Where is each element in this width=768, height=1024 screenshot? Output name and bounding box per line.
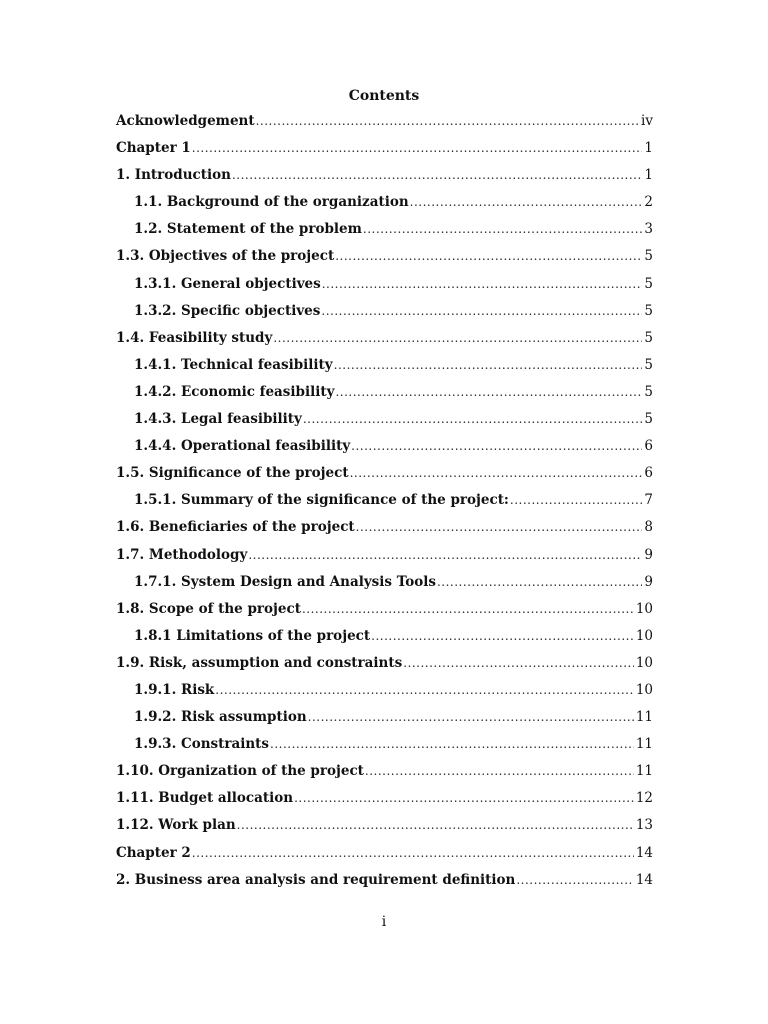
toc-dot-leader: [410, 195, 643, 209]
toc-entry[interactable]: [116, 601, 653, 628]
toc-entry[interactable]: [116, 330, 653, 357]
toc-dot-leader: [351, 439, 642, 453]
toc-entry-title: 1.4.2. Economic feasibility: [134, 383, 335, 400]
toc-dot-leader: [192, 141, 643, 155]
toc-dot-leader: [334, 358, 643, 372]
toc-dot-leader: [516, 873, 633, 887]
toc-entry[interactable]: [116, 465, 653, 492]
toc-entry[interactable]: [116, 519, 653, 546]
toc-entry-page: 9: [644, 546, 653, 563]
toc-entry-title: 1.11. Budget allocation: [116, 790, 294, 807]
toc-entry-page: 10: [635, 654, 653, 671]
toc-entry-title: 1.8. Scope of the project: [116, 600, 301, 617]
toc-dot-leader: [321, 304, 642, 318]
toc-entry-title: 1. Introduction: [116, 167, 231, 184]
toc-entry-title: Acknowledgement: [116, 113, 255, 129]
toc-entry-title: 1.8.1 Limitations of the project: [134, 627, 371, 644]
toc-entry[interactable]: [116, 438, 653, 465]
toc-entry-page: 5: [644, 356, 653, 373]
toc-entry-title: Chapter 2: [116, 844, 191, 861]
toc-entry[interactable]: [116, 547, 653, 574]
toc-entry[interactable]: [116, 303, 653, 330]
toc-dot-leader: [356, 520, 643, 534]
toc-entry-title: Chapter 1: [116, 140, 191, 157]
toc-entry-page: 5: [644, 329, 653, 346]
toc-entry-title: 1.1. Background of the organization: [134, 194, 409, 211]
toc-entry-page: 11: [635, 709, 653, 726]
toc-dot-leader: [270, 737, 634, 751]
toc-entry-title: 1.10. Organization of the project: [116, 763, 364, 780]
toc-entry-page: 5: [644, 302, 653, 319]
toc-entry-page: 10: [635, 600, 653, 617]
toc-entry-title: 1.7.1. System Design and Analysis Tools: [134, 573, 436, 590]
toc-entry-page: 10: [635, 627, 653, 644]
toc-entry-page: 5: [644, 275, 653, 292]
toc-entry-page: 3: [644, 221, 653, 238]
toc-dot-leader: [256, 114, 639, 128]
toc-entry-title: 1.4.3. Legal feasibility: [134, 411, 302, 428]
toc-dot-leader: [350, 466, 643, 480]
toc-entry-page: 7: [644, 492, 653, 509]
toc-entry-page: 5: [644, 383, 653, 400]
toc-entry[interactable]: [116, 194, 653, 221]
toc-entry[interactable]: [116, 872, 653, 899]
toc-entry-page: 6: [644, 465, 653, 482]
toc-dot-leader: [215, 683, 634, 697]
toc-dot-leader: [303, 412, 643, 426]
toc-entry-title: 1.4. Feasibility study: [116, 329, 273, 346]
toc-entry[interactable]: [116, 845, 653, 872]
toc-entry-title: 1.2. Statement of the problem: [134, 221, 362, 238]
toc-entry-title: 1.5.1. Summary of the significance of the project:: [134, 492, 509, 509]
toc-entry-page: 13: [635, 817, 653, 834]
toc-dot-leader: [232, 168, 642, 182]
toc-entry-page: 2: [644, 194, 653, 211]
toc-dot-leader: [308, 710, 634, 724]
toc-entry-title: 1.3. Objectives of the project: [116, 248, 335, 265]
toc-entry-title: 1.4.1. Technical feasibility: [134, 356, 333, 373]
toc-entry-page: 5: [644, 411, 653, 428]
toc-dot-leader: [302, 602, 634, 616]
toc-entry-page: 9: [644, 573, 653, 590]
toc-entry-page: 1: [644, 167, 653, 184]
toc-entry[interactable]: [116, 357, 653, 384]
toc-entry[interactable]: [116, 763, 653, 790]
toc-entry-page: 11: [635, 736, 653, 753]
toc-entry-title: 1.3.1. General objectives: [134, 275, 321, 292]
toc-entry[interactable]: [116, 655, 653, 682]
toc-entry[interactable]: [116, 817, 653, 844]
toc-entry[interactable]: [116, 682, 653, 709]
toc-entry-page: 14: [635, 844, 653, 861]
toc-entry-page: 5: [644, 248, 653, 265]
toc-entry-title: 1.4.4. Operational feasibility: [134, 438, 351, 455]
toc-dot-leader: [322, 277, 643, 291]
toc-dot-leader: [510, 493, 642, 507]
toc-entry-title: 1.9.2. Risk assumption: [134, 709, 307, 726]
toc-dot-leader: [294, 791, 634, 805]
toc-entry-page: 6: [644, 438, 653, 455]
contents-heading: Contents: [348, 88, 420, 104]
toc-dot-leader: [437, 575, 642, 589]
toc-entry-title: 1.7. Methodology: [116, 546, 248, 563]
toc-dot-leader: [365, 764, 634, 778]
toc-dot-leader: [192, 846, 634, 860]
toc-entry-title: 1.9.1. Risk: [134, 681, 215, 698]
toc-entry[interactable]: [116, 492, 653, 519]
toc-dot-leader: [248, 548, 642, 562]
toc-entry[interactable]: [116, 628, 653, 655]
toc-entry-page: iv: [641, 113, 653, 129]
toc-dot-leader: [237, 818, 634, 832]
toc-entry[interactable]: [116, 167, 653, 194]
toc-dot-leader: [363, 222, 642, 236]
toc-entry-page: 12: [635, 790, 653, 807]
toc-entry-title: 1.9. Risk, assumption and constraints: [116, 654, 403, 671]
page-number: i: [381, 914, 387, 930]
toc-entry[interactable]: [116, 736, 653, 763]
toc-entry[interactable]: [116, 709, 653, 736]
toc-entry[interactable]: [116, 574, 653, 601]
toc-entry[interactable]: [116, 384, 653, 411]
toc-dot-leader: [335, 249, 642, 263]
toc-entry[interactable]: [116, 140, 653, 167]
toc-dot-leader: [335, 385, 642, 399]
toc-entry[interactable]: [116, 790, 653, 817]
toc-entry-page: 8: [644, 519, 653, 536]
table-of-contents: [116, 113, 653, 899]
toc-entry-title: 1.12. Work plan: [116, 817, 236, 834]
toc-entry[interactable]: [116, 221, 653, 248]
toc-entry-page: 11: [635, 763, 653, 780]
toc-entry-title: 1.9.3. Constraints: [134, 736, 270, 753]
toc-dot-leader: [403, 656, 634, 670]
toc-entry-page: 14: [635, 871, 653, 888]
toc-entry-page: 10: [635, 681, 653, 698]
toc-entry[interactable]: [116, 411, 653, 438]
toc-entry[interactable]: [116, 113, 653, 140]
toc-entry-title: 1.6. Beneficiaries of the project: [116, 519, 355, 536]
toc-entry[interactable]: [116, 248, 653, 275]
toc-entry-page: 1: [644, 140, 653, 157]
toc-entry[interactable]: [116, 276, 653, 303]
toc-dot-leader: [273, 331, 642, 345]
toc-entry-title: 1.5. Significance of the project: [116, 465, 349, 482]
toc-entry-title: 1.3.2. Specific objectives: [134, 302, 321, 319]
toc-dot-leader: [371, 629, 634, 643]
toc-entry-title: 2. Business area analysis and requirement definition: [116, 871, 516, 888]
